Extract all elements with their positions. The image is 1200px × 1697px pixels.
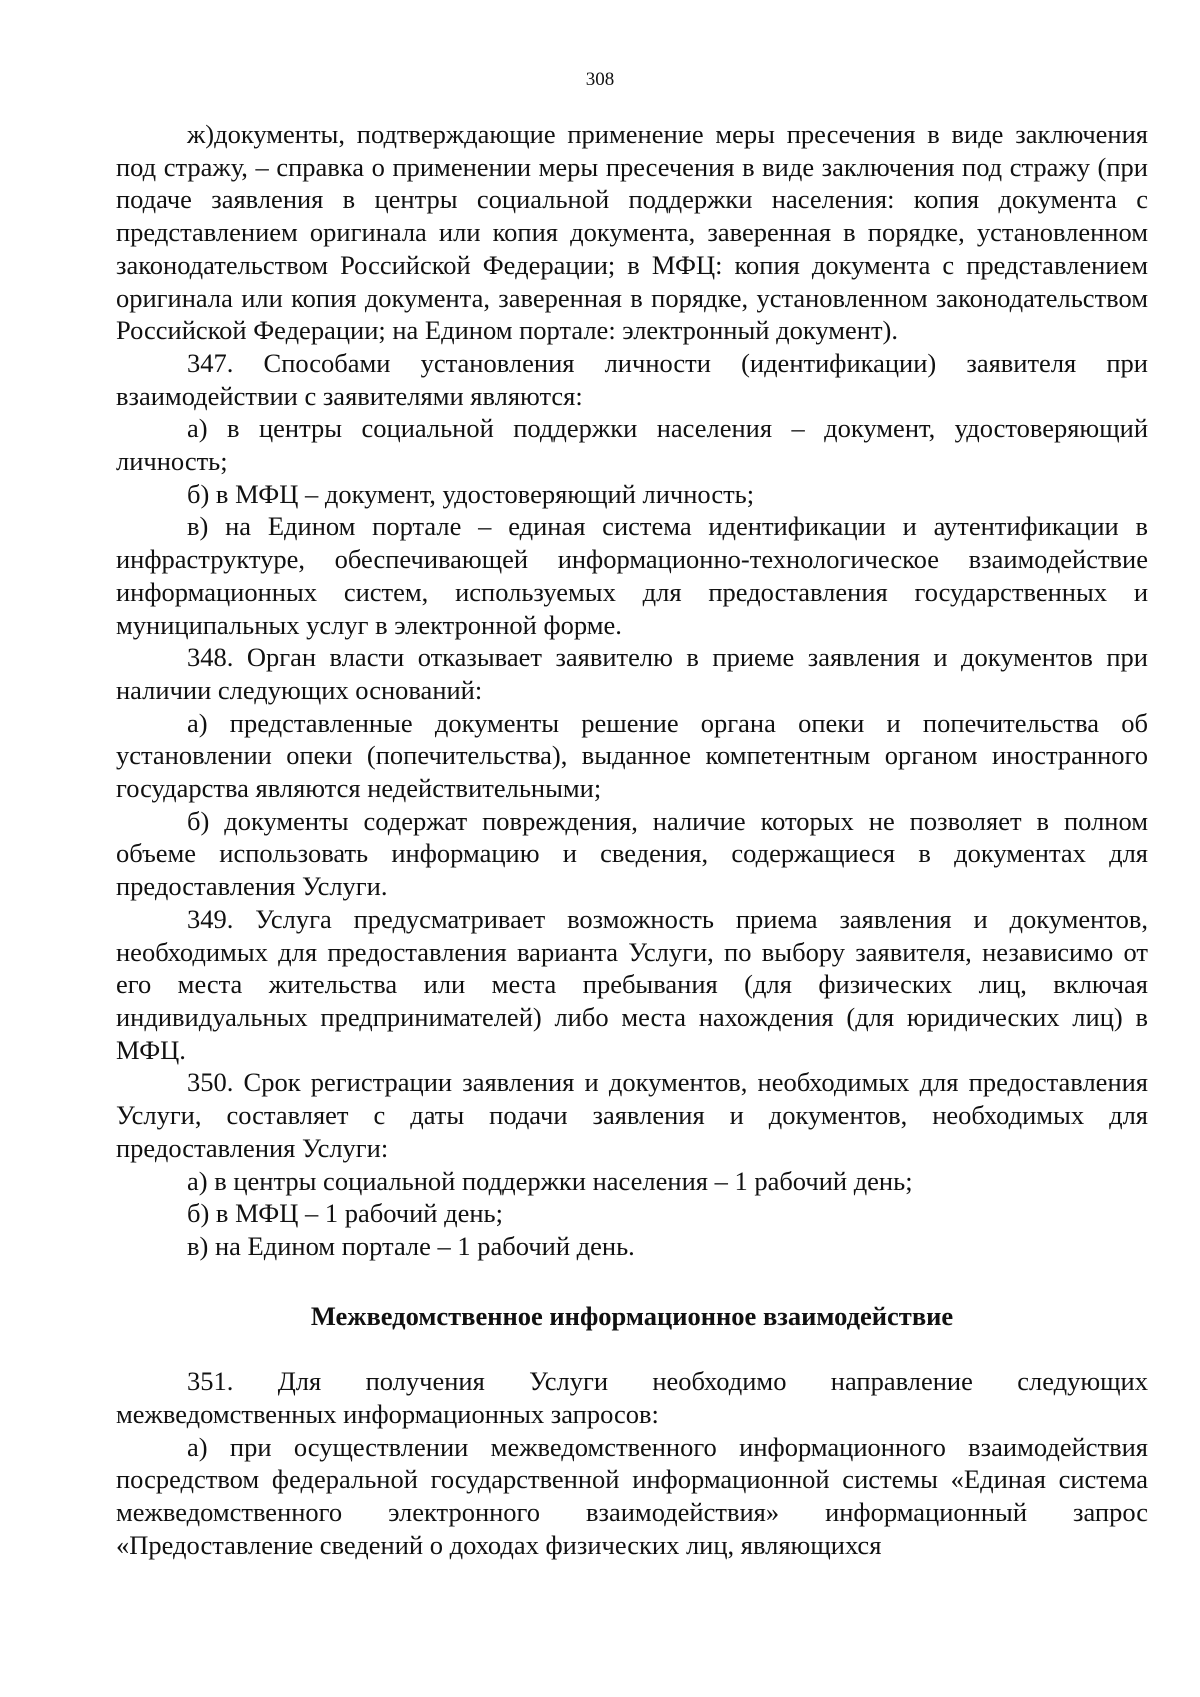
paragraph-347-v: в) на Едином портале – единая система идентификации и аутентификации в инфраструктуре, обеспечивающей информационно-технологическое взаимодействие информационных систем, используемых для предоставления государственных и муниципальных услуг в электронной форме. [116, 511, 1148, 640]
document-body [116, 118, 1148, 1562]
paragraph-348-b: б) документы содержат повреждения, наличие которых не позволяет в полном объеме использовать информацию и сведения, содержащиеся в документах для предоставления Услуги. [116, 805, 1148, 902]
paragraph-347-a: а) в центры социальной поддержки населения – документ, удостоверяющий личность; [116, 413, 1148, 477]
paragraph-347: 347. Способами установления личности (идентификации) заявителя при взаимодействии с заявителями являются: [116, 347, 1148, 411]
paragraph-348: 348. Орган власти отказывает заявителю в приеме заявления и документов при наличии следующих оснований: [116, 642, 1148, 705]
paragraph-350-v: в) на Едином портале – 1 рабочий день. [187, 1230, 635, 1261]
paragraph-350-a: а) в центры социальной поддержки населения – 1 рабочий день; [187, 1165, 913, 1196]
paragraph-349: 349. Услуга предусматривает возможность приема заявления и документов, необходимых для предоставления варианта Услуги, по выбору заявителя, независимо от его места жительства или места пребывания (для физических лиц, включая индивидуальных предпринимателей) либо места нахождения (для юридических лиц) в МФЦ. [116, 903, 1148, 1065]
paragraph-item-zh: ж)документы, подтверждающие применение меры пресечения в виде заключения под стражу, – справка о применении меры пресечения в виде заключения под стражу (при подаче заявления в центры социальной поддержки населения: копия документа с представлением оригинала или копия документа, заверенная в порядке, установленном законодательством Российской Федерации; в МФЦ: копия документа с представлением оригинала или копия документа, заверенная в порядке, установленном законодательством Российской Федерации; на Едином портале: электронный документ). [116, 119, 1148, 346]
paragraph-350-b: б) в МФЦ – 1 рабочий день; [187, 1198, 503, 1229]
paragraph-347-b: б) в МФЦ – документ, удостоверяющий личность; [187, 478, 755, 509]
section-heading: Межведомственное информационное взаимодействие [310, 1300, 954, 1331]
paragraph-351: 351. Для получения Услуги необходимо направление следующих межведомственных информационных запросов: [116, 1366, 1148, 1430]
paragraph-351-a: а) при осуществлении межведомственного информационного взаимодействия посредством федеральной государственной информационной системы «Единая система межведомственного электронного взаимодействия» информационный запрос «Предоставление сведений о доходах физических лиц, являющихся [116, 1431, 1148, 1560]
page-number: 308 [585, 69, 615, 90]
paragraph-348-a: а) представленные документы решение органа опеки и попечительства об установлении опеки (попечительства), выданное компетентным органом иностранного государства являются недействительными; [116, 707, 1148, 804]
paragraph-350: 350. Срок регистрации заявления и документов, необходимых для предоставления Услуги, составляет с даты подачи заявления и документов, необходимых для предоставления Услуги: [116, 1067, 1148, 1163]
